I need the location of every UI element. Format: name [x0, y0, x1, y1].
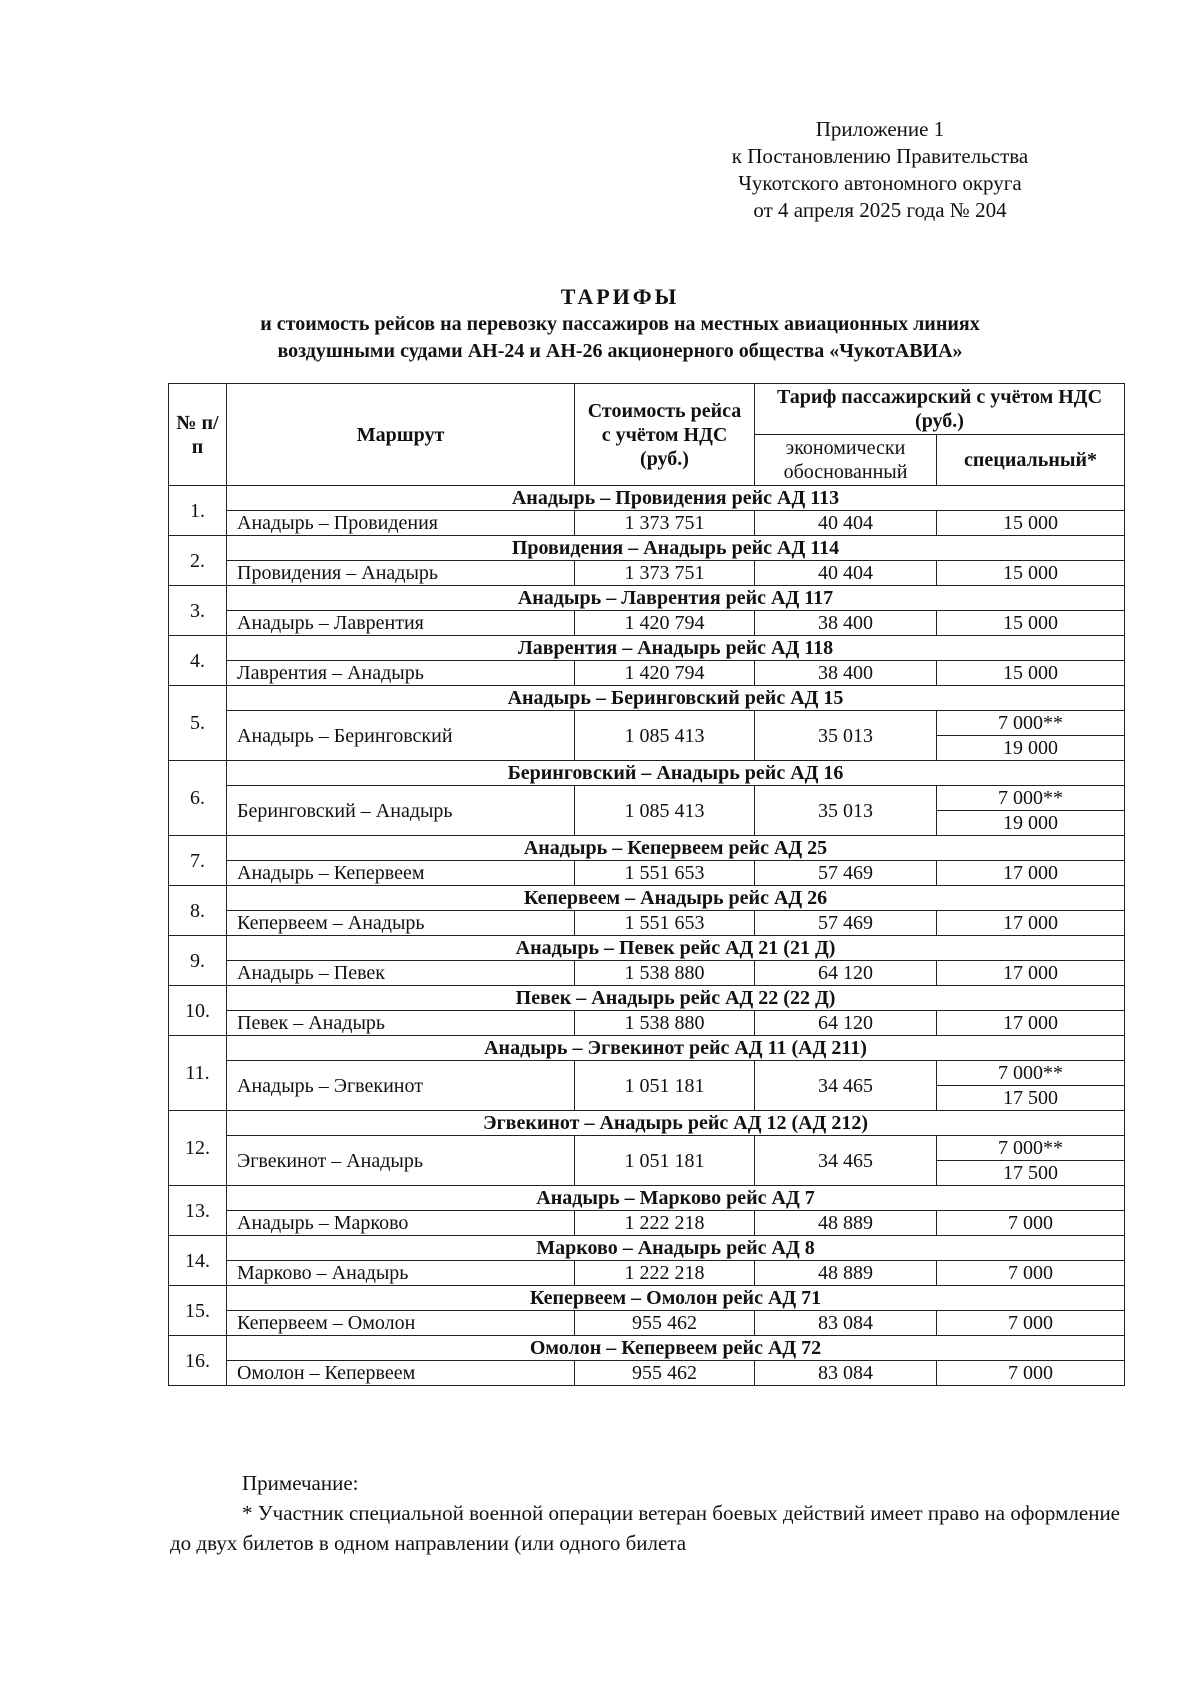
header-tariff: Тариф пассажирский с учётом НДС (руб.)	[755, 384, 1125, 435]
special-tariff-cell: 17 000	[937, 861, 1125, 886]
special-tariff-cell: 19 000	[937, 736, 1125, 761]
flight-group-title: Анадырь – Лаврентия рейс АД 117	[227, 586, 1125, 611]
appendix-line-4: от 4 апреля 2025 года № 204	[753, 198, 1007, 222]
table-row	[169, 1011, 1125, 1036]
row-number: 2.	[169, 536, 227, 586]
flight-group-title: Провидения – Анадырь рейс АД 114	[227, 536, 1125, 561]
title-main: ТАРИФЫ	[560, 284, 680, 309]
economic-tariff-cell: 40 404	[755, 561, 937, 586]
header-route: Маршрут	[227, 384, 575, 486]
route-cell: Певек – Анадырь	[227, 1011, 575, 1036]
group-row	[169, 536, 1125, 561]
group-row	[169, 986, 1125, 1011]
route-cell: Кепервеем – Омолон	[227, 1311, 575, 1336]
table-row	[169, 861, 1125, 886]
group-row	[169, 1236, 1125, 1261]
note-section	[170, 1468, 1120, 1558]
flight-group-title: Анадырь – Марково рейс АД 7	[227, 1186, 1125, 1211]
appendix-line-1: Приложение 1	[815, 117, 945, 141]
flight-group-title: Анадырь – Певек рейс АД 21 (21 Д)	[227, 936, 1125, 961]
group-row	[169, 936, 1125, 961]
flight-group-title: Марково – Анадырь рейс АД 8	[227, 1236, 1125, 1261]
route-cell: Беринговский – Анадырь	[227, 786, 575, 836]
flight-group-title: Анадырь – Беринговский рейс АД 15	[227, 686, 1125, 711]
flight-group-title: Кепервеем – Омолон рейс АД 71	[227, 1286, 1125, 1311]
special-tariff-cell: 7 000**	[937, 786, 1125, 811]
route-cell: Лаврентия – Анадырь	[227, 661, 575, 686]
economic-tariff-cell: 48 889	[755, 1211, 937, 1236]
route-cell: Анадырь – Кепервеем	[227, 861, 575, 886]
flight-group-title: Анадырь – Кепервеем рейс АД 25	[227, 836, 1125, 861]
cost-cell: 1 538 880	[575, 1011, 755, 1036]
cost-cell: 1 551 653	[575, 861, 755, 886]
route-cell: Марково – Анадырь	[227, 1261, 575, 1286]
cost-cell: 955 462	[575, 1361, 755, 1386]
row-number: 3.	[169, 586, 227, 636]
row-number: 5.	[169, 686, 227, 761]
group-row	[169, 486, 1125, 511]
table-row	[169, 511, 1125, 536]
group-row	[169, 586, 1125, 611]
economic-tariff-cell: 38 400	[755, 611, 937, 636]
appendix-line-2: к Постановлению Правительства	[731, 144, 1029, 168]
header-num: № п/п	[169, 384, 227, 486]
route-cell: Анадырь – Эгвекинот	[227, 1061, 575, 1111]
row-number: 1.	[169, 486, 227, 536]
row-number: 4.	[169, 636, 227, 686]
special-tariff-cell: 17 000	[937, 1011, 1125, 1036]
flight-group-title: Эгвекинот – Анадырь рейс АД 12 (АД 212)	[227, 1111, 1125, 1136]
row-number: 6.	[169, 761, 227, 836]
flight-group-title: Анадырь – Провидения рейс АД 113	[227, 486, 1125, 511]
document-title	[120, 283, 1120, 365]
cost-cell: 1 538 880	[575, 961, 755, 986]
title-sub-1: и стоимость рейсов на перевозку пассажиров на местных авиационных линиях	[260, 313, 980, 335]
special-tariff-cell: 15 000	[937, 561, 1125, 586]
special-tariff-cell: 7 000	[937, 1211, 1125, 1236]
row-number: 7.	[169, 836, 227, 886]
table-row	[169, 611, 1125, 636]
route-cell: Анадырь – Марково	[227, 1211, 575, 1236]
table-row	[169, 711, 1125, 736]
tariffs-table	[168, 383, 1125, 1386]
flight-group-title: Анадырь – Эгвекинот рейс АД 11 (АД 211)	[227, 1036, 1125, 1061]
economic-tariff-cell: 38 400	[755, 661, 937, 686]
row-number: 10.	[169, 986, 227, 1036]
special-tariff-cell: 7 000	[937, 1261, 1125, 1286]
row-number: 11.	[169, 1036, 227, 1111]
group-row	[169, 686, 1125, 711]
route-cell: Анадырь – Певек	[227, 961, 575, 986]
table-row	[169, 561, 1125, 586]
special-tariff-cell: 19 000	[937, 811, 1125, 836]
flight-group-title: Омолон – Кепервеем рейс АД 72	[227, 1336, 1125, 1361]
row-number: 8.	[169, 886, 227, 936]
economic-tariff-cell: 64 120	[755, 1011, 937, 1036]
group-row	[169, 1186, 1125, 1211]
group-row	[169, 1336, 1125, 1361]
special-tariff-cell: 7 000	[937, 1361, 1125, 1386]
row-number: 13.	[169, 1186, 227, 1236]
group-row	[169, 636, 1125, 661]
note-text: * Участник специальной военной операции ветеран боевых действий имеет право на оформление до двух билетов в одном направлении (или одного билета	[170, 1501, 1120, 1555]
cost-cell: 1 051 181	[575, 1061, 755, 1111]
special-tariff-cell: 15 000	[937, 611, 1125, 636]
group-row	[169, 1111, 1125, 1136]
cost-cell: 1 420 794	[575, 661, 755, 686]
table-row	[169, 1211, 1125, 1236]
group-row	[169, 1286, 1125, 1311]
cost-cell: 1 551 653	[575, 911, 755, 936]
cost-cell: 1 085 413	[575, 711, 755, 761]
economic-tariff-cell: 35 013	[755, 786, 937, 836]
note-label: Примечание:	[242, 1471, 359, 1495]
table-row	[169, 1261, 1125, 1286]
special-tariff-cell: 7 000**	[937, 1136, 1125, 1161]
table-row	[169, 911, 1125, 936]
group-row	[169, 836, 1125, 861]
cost-cell: 1 420 794	[575, 611, 755, 636]
route-cell: Кепервеем – Анадырь	[227, 911, 575, 936]
table-row	[169, 661, 1125, 686]
cost-cell: 1 085 413	[575, 786, 755, 836]
special-tariff-cell: 17 000	[937, 961, 1125, 986]
economic-tariff-cell: 57 469	[755, 861, 937, 886]
flight-group-title: Беринговский – Анадырь рейс АД 16	[227, 761, 1125, 786]
economic-tariff-cell: 64 120	[755, 961, 937, 986]
header-special: специальный*	[937, 435, 1125, 486]
group-row	[169, 886, 1125, 911]
flight-group-title: Лаврентия – Анадырь рейс АД 118	[227, 636, 1125, 661]
economic-tariff-cell: 40 404	[755, 511, 937, 536]
group-row	[169, 761, 1125, 786]
row-number: 9.	[169, 936, 227, 986]
special-tariff-cell: 15 000	[937, 661, 1125, 686]
economic-tariff-cell: 83 084	[755, 1361, 937, 1386]
cost-cell: 1 051 181	[575, 1136, 755, 1186]
table-row	[169, 1136, 1125, 1161]
group-row	[169, 1036, 1125, 1061]
economic-tariff-cell: 34 465	[755, 1061, 937, 1111]
header-economic: экономически обоснованный	[755, 435, 937, 486]
special-tariff-cell: 7 000	[937, 1311, 1125, 1336]
row-number: 15.	[169, 1286, 227, 1336]
cost-cell: 955 462	[575, 1311, 755, 1336]
route-cell: Анадырь – Провидения	[227, 511, 575, 536]
table-row	[169, 1311, 1125, 1336]
row-number: 14.	[169, 1236, 227, 1286]
economic-tariff-cell: 34 465	[755, 1136, 937, 1186]
table-row	[169, 961, 1125, 986]
cost-cell: 1 222 218	[575, 1211, 755, 1236]
route-cell: Анадырь – Лаврентия	[227, 611, 575, 636]
tariffs-body	[169, 486, 1125, 1386]
row-number: 16.	[169, 1336, 227, 1386]
cost-cell: 1 222 218	[575, 1261, 755, 1286]
economic-tariff-cell: 57 469	[755, 911, 937, 936]
route-cell: Омолон – Кепервеем	[227, 1361, 575, 1386]
table-row	[169, 786, 1125, 811]
cost-cell: 1 373 751	[575, 561, 755, 586]
special-tariff-cell: 7 000**	[937, 1061, 1125, 1086]
economic-tariff-cell: 83 084	[755, 1311, 937, 1336]
economic-tariff-cell: 48 889	[755, 1261, 937, 1286]
flight-group-title: Кепервеем – Анадырь рейс АД 26	[227, 886, 1125, 911]
flight-group-title: Певек – Анадырь рейс АД 22 (22 Д)	[227, 986, 1125, 1011]
special-tariff-cell: 17 500	[937, 1086, 1125, 1111]
table-row	[169, 1061, 1125, 1086]
route-cell: Провидения – Анадырь	[227, 561, 575, 586]
appendix-line-3: Чукотского автономного округа	[738, 171, 1022, 195]
special-tariff-cell: 7 000**	[937, 711, 1125, 736]
table-row	[169, 1361, 1125, 1386]
title-sub-2: воздушными судами АН-24 и АН-26 акционерного общества «ЧукотАВИА»	[277, 340, 963, 362]
special-tariff-cell: 17 000	[937, 911, 1125, 936]
appendix-header	[700, 116, 1060, 224]
special-tariff-cell: 15 000	[937, 511, 1125, 536]
row-number: 12.	[169, 1111, 227, 1186]
special-tariff-cell: 17 500	[937, 1161, 1125, 1186]
route-cell: Анадырь – Беринговский	[227, 711, 575, 761]
cost-cell: 1 373 751	[575, 511, 755, 536]
economic-tariff-cell: 35 013	[755, 711, 937, 761]
route-cell: Эгвекинот – Анадырь	[227, 1136, 575, 1186]
header-cost: Стоимость рейса с учётом НДС (руб.)	[575, 384, 755, 486]
